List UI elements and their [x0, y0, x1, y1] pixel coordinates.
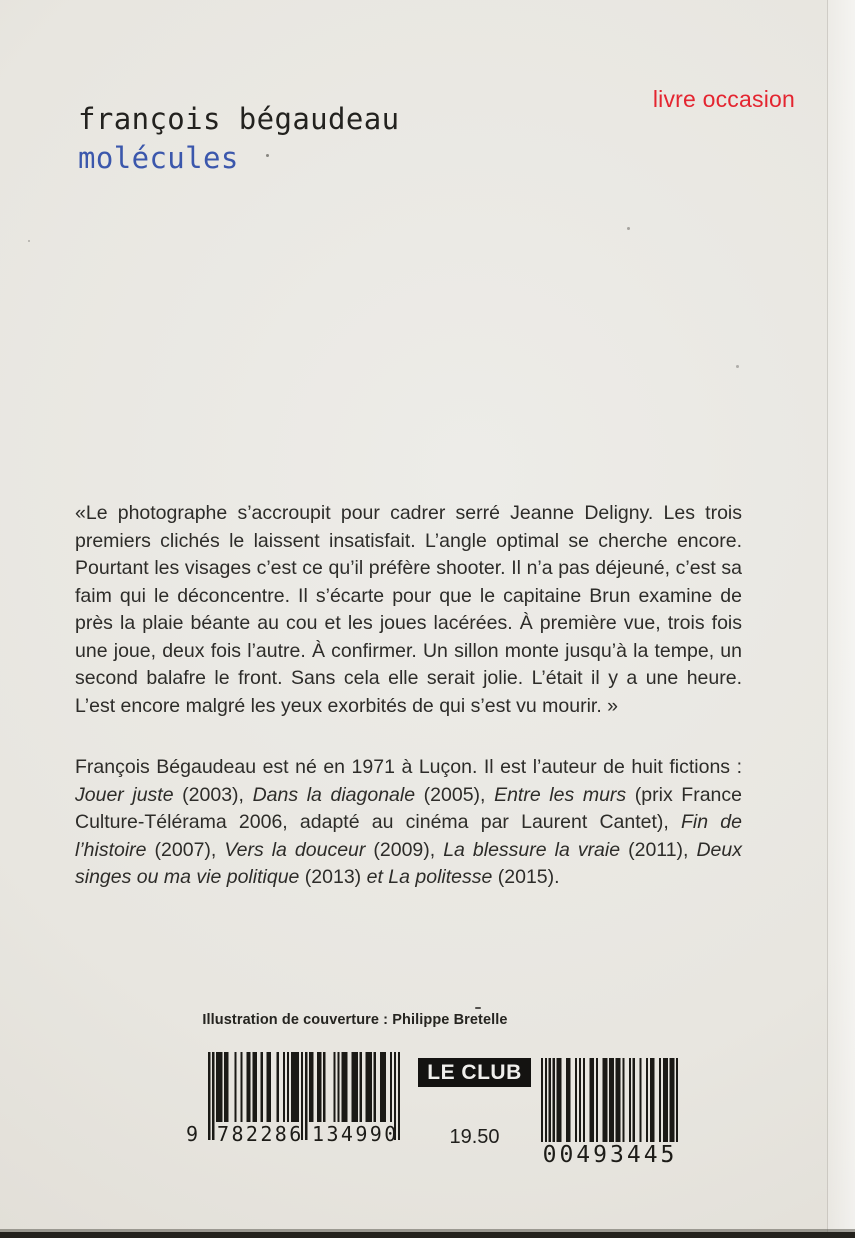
- stock-barcode: [541, 1058, 678, 1170]
- ean13-digit-first: 9: [186, 1122, 199, 1146]
- paper-speck: [627, 227, 630, 230]
- price-label: 19.50: [449, 1126, 500, 1148]
- cover-credit: Illustration de couverture : Philippe Bretelle: [202, 1012, 508, 1028]
- stock-barcode-bars: [541, 1058, 678, 1142]
- le-club-logo: LE CLUB: [418, 1058, 531, 1087]
- quote-paragraph: «Le photographe s’accroupit pour cadrer serré Jeanne Deligny. Les trois premiers clichés le laissent insatisfait. L’angle optimal se cherche encore. Pourtant les visages c’est ce qu’il préfère shooter. Il n’a pas déjeuné, c’est sa faim qui le déconcentre. Il s’écarte pour que le capitaine Brun examine de près la plaie béante au cou et les joues lacérées. À première vue, trois fois une joue, deux fois l’autre. À confirmer. Un sillon monte jusqu’à la tempe, un second balafre le front. Sans cela elle serait jolie. L’était il y a une heure. L’est encore malgré les yeux exorbités de qui s’est vu mourir. »: [75, 502, 742, 717]
- paper-speck: [266, 154, 269, 157]
- book-title: molécules: [78, 141, 239, 175]
- stock-barcode-digits: 00493445: [542, 1142, 678, 1168]
- cover-right-edge-highlight: [828, 0, 855, 1238]
- ean13-digits-left: 782286: [217, 1122, 304, 1146]
- paper-speck: [475, 1007, 481, 1009]
- ean13-digits-right: 134990: [312, 1122, 399, 1146]
- paper-speck: [28, 240, 30, 242]
- ean13-barcode: [185, 1052, 407, 1148]
- bio-paragraph: François Bégaudeau est né en 1971 à Luçon. Il est l’auteur de huit fictions : Jouer juste (2003), Dans la diagonale (2005), Entre les murs (prix France Culture-Télérama 2006, adapté au cinéma par Laurent Cantet), Fin de l’histoire (2007), Vers la douceur (2009), La blessure la vraie (2011), Deux singes ou ma vie politique (2013) et La politesse (2015).: [75, 756, 742, 888]
- photo-bottom-edge: [0, 1232, 855, 1238]
- paper-speck: [736, 365, 739, 368]
- author-name: françois bégaudeau: [78, 102, 400, 136]
- condition-overlay-label: livre occasion: [652, 86, 795, 112]
